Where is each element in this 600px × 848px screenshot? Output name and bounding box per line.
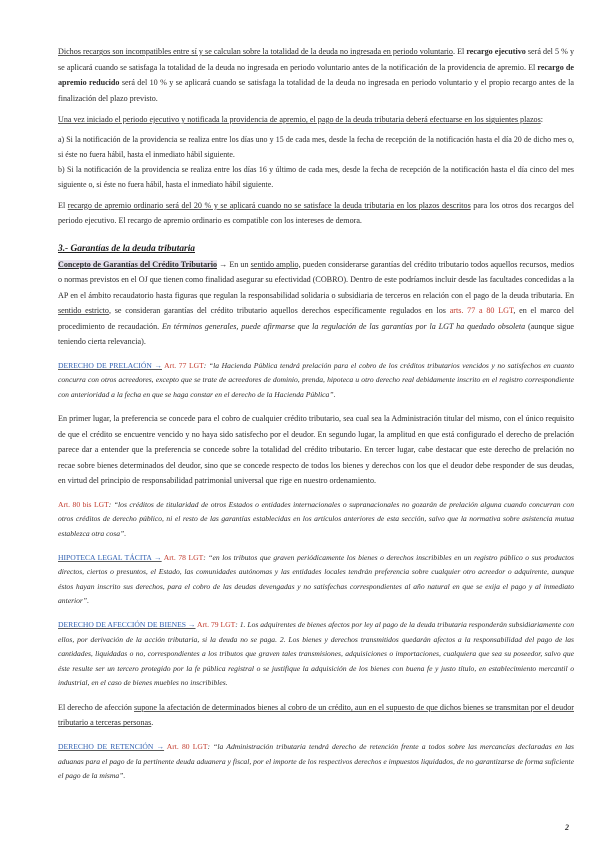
- list-item: a) Si la notificación de la providencia se realiza entre los días uno y 15 de cada mes, desde la fecha de recepción de la notificación hasta el día 20 de dicho mes o, si éste no fuera hábil, hasta el inmediato hábil siguiente.: [58, 134, 574, 159]
- paragraph-plazos: Una vez iniciado el periodo ejecutivo y notificada la providencia de apremio, el pago de la deuda tributaria deberá efectuarse en los siguientes plazos:: [58, 115, 543, 124]
- bold-term: recargo ejecutivo: [466, 47, 526, 56]
- paragraph-prelacion: [58, 359, 574, 403]
- article-reference: Art. 80 bis LGT: [58, 499, 109, 509]
- italic-quote: : 1. Los adquirentes de bienes afectos por ley al pago de la deuda tributaria responderán subsidiariamente con ellos, por derivación de la acción tributaria, si la deuda no se paga. 2. Los bienes y derechos transmitidos quedarán afectos a la responsabilidad del pago de las cantidades, liquidadas o no, correspondientes a los tributos que graven tales transmisiones, adquisiciones o importaciones, cualquiera que sea su poseedor, salvo que éste resulte ser un tercero protegido por la fe pública registral o se justifique la adquisición de los bienes con buena fe y justo título, en establecimiento mercantil o industrial, en el caso de bienes muebles no inscribibles.: [58, 619, 575, 688]
- underlined-text: Dichos recargos son incompatibles entre sí y se calculan sobre la totalidad de la deuda no ingresada en periodo voluntario: [58, 47, 453, 56]
- hipoteca-heading: HIPOTECA LEGAL TÁCITA →: [58, 552, 162, 562]
- underlined-text: Una vez iniciado el periodo ejecutivo y notificada la providencia de apremio, el pago de la deuda tributaria deberá efectuarse en los siguientes plazos: [58, 115, 541, 124]
- article-reference: Art. 80 LGT: [164, 741, 208, 751]
- article-reference: Art. 77 LGT: [162, 360, 204, 370]
- paragraph-concepto: Concepto de Garantías del Crédito Tributario → En un sentido amplio, pueden considerarse garantías del crédito tributario todos aquellos recursos, medios o normas previstos en el OJ que tienen como finalidad asegurar su efectividad (COBRO). Dentro de este podríamos incluir desde las facultades concedidas a la AP en el ámbito recaudatorio hasta figuras que regulan la responsabilidad solidaria o subsidiaria de terceros en relación con el pago de la deuda tributaria. En sentido estricto, se consideran garantías del crédito tributario aquellos derechos específicamente regulados en los arts. 77 a 80 LGT, en el marco del procedimiento de recaudación. En términos generales, puede afirmarse que la regulación de las garantías por la LGT ha quedado obsoleta (aunque sigue teniendo cierta relevancia).: [58, 259, 575, 346]
- underlined-text: sentido amplio,: [250, 259, 301, 269]
- document-page: [58, 44, 574, 784]
- paragraph-recargos: Dichos recargos son incompatibles entre sí y se calculan sobre la totalidad de la deuda no ingresada en periodo voluntario. El recargo ejecutivo será del 5 % y se aplicará cuando se satisfaga la totalidad de la deuda no ingresada en periodo voluntario antes de la notificación de la providencia de apremio. El recargo de apremio reducido será del 10 % y se aplicará cuando se satisfaga la totalidad de la deuda no ingresada en periodo voluntario y el propio recargo antes de la finalización del plazo previsto.: [58, 47, 574, 103]
- italic-quote: : “la Hacienda Pública tendrá prelación para el cobro de los créditos tributarios vencidos y no satisfechos en cuanto concurra con otros acreedores, excepto que se trate de acreedores de dominio, prenda, hipoteca u otro derecho real debidamente inscrito en el registro correspondiente con anterioridad a la fecha en que se haga constar en el derecho de la Hacienda Pública”.: [58, 360, 574, 399]
- paragraph-preferencia: En primer lugar, la preferencia se concede para el cobro de cualquier crédito tributario, sea cual sea la Administración titular del mismo, con el único requisito de que el crédito se encuentre vencido y no haya sido satisfecho por el deudor. En segundo lugar, la amplitud en que está configurado el derecho de prelación parece dar a entender que la preferencia se concede sobre la totalidad del crédito tributario. En tercer lugar, cabe destacar que este derecho de prelación no recae sobre bienes determinados del deudor, sino que se concede respecto de todos los bienes y derechos con los que el deudor debe responder de sus deudas, en virtud del principio de responsabilidad patrimonial universal que rige en nuestro ordenamiento.: [58, 414, 574, 486]
- italic-text: En términos generales, puede afirmarse que la regulación de las garantías por la LGT ha quedado obsoleta: [161, 321, 526, 331]
- underlined-text: sentido estricto: [58, 306, 109, 315]
- page-number: 2: [565, 823, 569, 832]
- article-reference: Art. 78 LGT: [161, 552, 204, 562]
- paragraph-afeccion: [58, 618, 574, 691]
- plazos-list: [58, 132, 574, 192]
- article-reference: arts. 77 a 80 LGT: [449, 306, 514, 315]
- italic-quote: : “la Administración tributaria tendrá derecho de retención frente a todos sobre las mercancías declaradas en las aduanas para el pago de la pertinente deuda aduanera y fiscal, por el importe de los respectivos derechos e impuestos liquidados, de no garantizarse de forma suficiente el pago de la misma”.: [58, 741, 575, 781]
- italic-quote: : “los créditos de titularidad de otros Estados o entidades internacionales o supranacionales no gozarán de prelación alguna cuando concurran con otros créditos de derecho público, ni el resto de las garantías establecidas en los artículos anteriores de esta sección, salvo que la normativa sobre asistencia mutua establezca otra cosa”.: [58, 499, 574, 538]
- paragraph-retencion: [58, 740, 574, 784]
- article-reference: Art. 79 LGT: [195, 619, 236, 629]
- highlighted-heading: Concepto de Garantías del Crédito Tributario: [58, 259, 218, 269]
- paragraph-recargo-ordinario: El recargo de apremio ordinario será del 20 % y se aplicará cuando no se satisface la deuda tributaria en los plazos descritos para los otros dos recargos del periodo ejecutivo. El recargo de apremio ordinario es compatible con los intereses de demora.: [58, 200, 574, 225]
- prelacion-heading: DERECHO DE PRELACIÓN →: [58, 360, 162, 370]
- afeccion-heading: DERECHO DE AFECCIÓN DE BIENES →: [58, 619, 196, 629]
- bold-term: recargo de apremio reducido: [58, 62, 574, 87]
- retencion-heading: DERECHO DE RETENCIÓN →: [58, 741, 165, 751]
- paragraph-afeccion-definicion: El derecho de afección supone la afectación de determinados bienes al cobro de un crédito, aun en el supuesto de que dichos bienes se transmitan por el deudor tributario a terceras personas.: [58, 702, 574, 728]
- list-item: b) Si la notificación de la providencia se realiza entre los días 16 y último de cada mes, desde la fecha de recepción de la notificación hasta el día cinco del mes siguiente o, si éste no fuera hábil, hasta el inmediato hábil siguiente.: [58, 164, 574, 189]
- underlined-text: recargo de apremio ordinario será del 20 % y se aplicará cuando no se satisface la deuda tributaria en los plazos descritos: [67, 200, 471, 210]
- italic-quote: : “en los tributos que graven periódicamente los bienes o derechos inscribibles en un registro público o sus productos directos, ciertos o presuntos, el Estado, las comunidades autónomas y las entidades locales tendrán preferencia sobre cualquier otro acreedor o adquirente, aunque éstos hayan inscrito sus derechos, para el cobro de las deudas devengadas y no satisfechas correspondientes al año natural en que se exija el pago y al inmediato anterior”.: [58, 552, 574, 606]
- paragraph-hipoteca: [58, 551, 574, 609]
- paragraph-art80bis: [58, 498, 574, 542]
- section-title: 3.- Garantías de la deuda tributaria: [58, 243, 195, 254]
- underlined-text: supone la afectación de determinados bienes al cobro de un crédito, aun en el supuesto de que dichos bienes se transmitan por el deudor tributario a terceras personas: [58, 702, 574, 728]
